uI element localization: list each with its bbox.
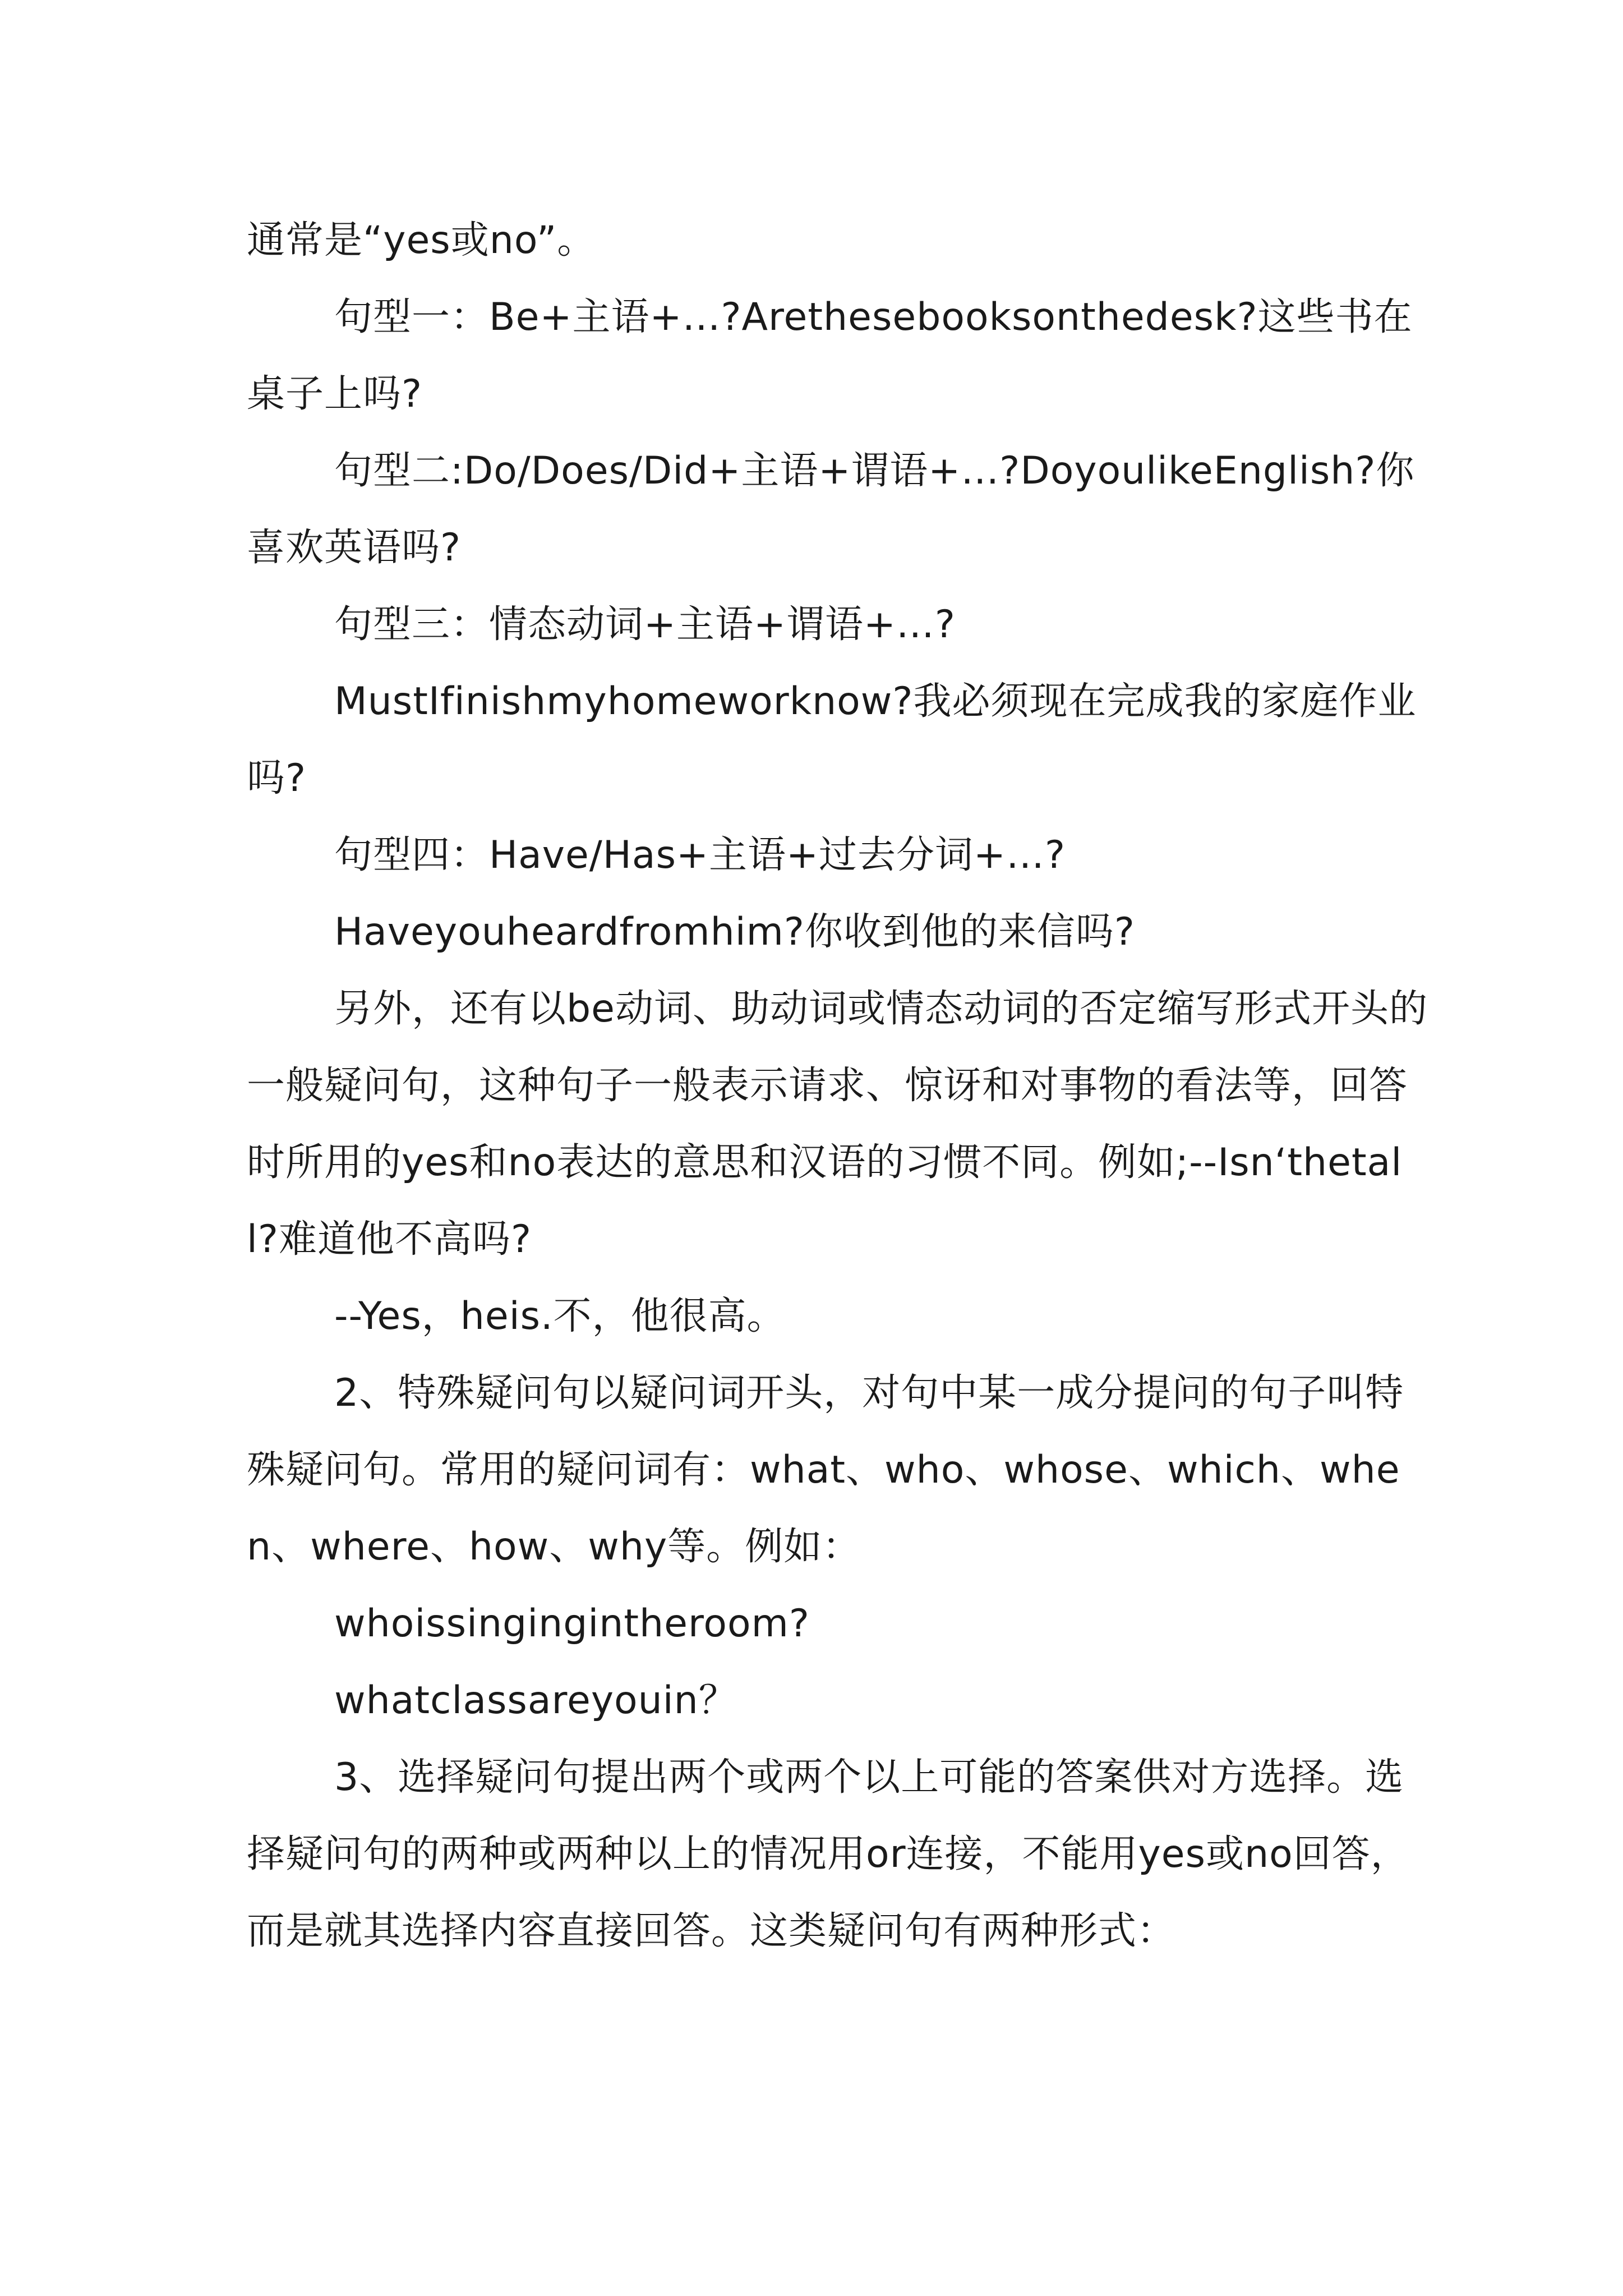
paragraph: Haveyouheardfromhim?你收到他的来信吗?	[334, 910, 1136, 954]
paragraph: 句型三：情态动词+主语+谓语+…?	[334, 602, 956, 647]
paragraph: 3、选择疑问句提出两个或两个以上可能的答案供对方选择。选择疑问句的两种或两种以上的情况用or连接，不能用yes或no回答，而是就其选择内容直接回答。这类疑问句有两种形式：	[247, 1755, 1409, 1953]
paragraph: 通常是“yes或no”。	[247, 218, 596, 263]
paragraph: 句型一：Be+主语+…?Arethesebooksonthedesk?这些书在桌子上吗?	[247, 295, 1413, 416]
paragraph: MustIfinishmyhomeworknow?我必须现在完成我的家庭作业吗?	[247, 679, 1417, 800]
paragraph: --Yes，heis.不，他很高。	[334, 1294, 786, 1338]
paragraph: 句型二:Do/Does/Did+主语+谓语+…?DoyoulikeEnglish?你喜欢英语吗?	[247, 449, 1415, 570]
paragraph: 2、特殊疑问句以疑问词开头，对句中某一成分提问的句子叫特殊疑问句。常用的疑问词有：what、who、whose、which、when、where、how、why等。例如：	[247, 1371, 1404, 1569]
paragraph: 另外，还有以be动词、助动词或情态动词的否定缩写形式开头的一般疑问句，这种句子一般表示请求、惊讶和对事物的看法等，回答时所用的yes和no表达的意思和汉语的习惯不同。例如;--Isn‘thetall?难道他不高吗?	[247, 987, 1428, 1262]
paragraph: whoissingingintheroom?	[334, 1602, 810, 1646]
paragraph: 句型四：Have/Has+主语+过去分词+…?	[334, 833, 1066, 877]
document-body	[247, 202, 1430, 1970]
paragraph: whatclassareyouin？	[334, 1678, 737, 1723]
